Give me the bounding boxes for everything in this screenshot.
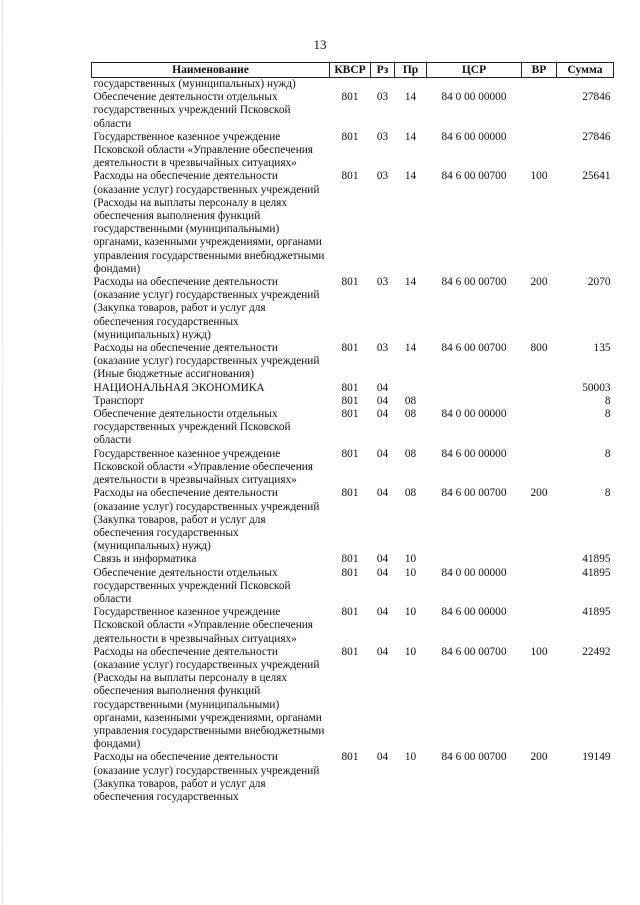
cell-rz: 03 <box>376 130 389 143</box>
cell-csr: 84 0 00 00000 <box>441 408 507 421</box>
cell-vr: 200 <box>530 487 548 500</box>
cell-vr: 100 <box>530 645 548 658</box>
page-number: 13 <box>313 37 327 52</box>
cell-pr: 14 <box>404 276 417 289</box>
cell-name: Государственное казенное учреждение Псковской области «Управление обеспечения деятельности в чрезвычайных ситуациях» <box>93 447 313 487</box>
cell-vr <box>522 408 557 448</box>
cell-rz <box>371 78 395 92</box>
cell-vr: 200 <box>530 751 548 764</box>
cell-pr: 14 <box>404 342 417 355</box>
cell-vr <box>522 606 557 646</box>
cell-rz: 04 <box>376 394 389 407</box>
cell-name: Расходы на обеспечение деятельности (оказание услуг) государственных учреждений (Закупка товаров, работ и услуг для обеспечения государственных <box>93 751 320 803</box>
table-row <box>92 78 614 92</box>
cell-kvsr: 801 <box>341 447 359 460</box>
cell-name: Обеспечение деятельности отдельных государственных учреждений Псковской области <box>93 408 291 447</box>
cell-name: Транспорт <box>93 394 144 407</box>
cell-pr <box>395 382 427 395</box>
cell-rz: 04 <box>376 487 389 500</box>
table-row <box>92 567 614 607</box>
cell-rz: 04 <box>376 606 389 619</box>
cell-vr <box>522 395 557 408</box>
table-row <box>92 170 614 276</box>
cell-name: Государственное казенное учреждение Псковской области «Управление обеспечения деятельности в чрезвычайных ситуациях» <box>93 606 313 645</box>
cell-name: Обеспечение деятельности отдельных государственных учреждений Псковской области <box>93 91 291 130</box>
cell-csr: 84 6 00 00000 <box>441 606 507 619</box>
cell-sum: 27846 <box>582 91 611 104</box>
cell-rz: 04 <box>376 553 389 566</box>
cell-vr: 200 <box>530 276 548 289</box>
table-row <box>92 751 614 804</box>
cell-rz: 04 <box>376 447 389 460</box>
cell-kvsr: 801 <box>341 381 359 394</box>
cell-sum: 8 <box>604 487 611 500</box>
table-body <box>92 78 614 805</box>
cell-name: Обеспечение деятельности отдельных государственных учреждений Псковской области <box>93 566 291 605</box>
cell-rz: 04 <box>376 751 389 764</box>
cell-rz: 04 <box>376 645 389 658</box>
cell-csr: 84 6 00 00700 <box>441 751 507 764</box>
cell-sum: 19149 <box>582 751 611 764</box>
cell-kvsr: 801 <box>341 170 359 183</box>
cell-name: государственных (муниципальных) нужд) <box>93 78 296 90</box>
cell-kvsr: 801 <box>341 566 359 579</box>
cell-sum: 25641 <box>582 170 611 183</box>
cell-pr: 10 <box>404 645 417 658</box>
cell-kvsr: 801 <box>341 751 359 764</box>
cell-sum: 135 <box>593 342 611 355</box>
cell-csr <box>427 553 522 566</box>
cell-name: Расходы на обеспечение деятельности (оказание услуг) государственных учреждений (Расходы на выплаты персоналу в целях обеспечения выполнения функций государственными (муниципальными) органами, казенными учреждениями, органами управления государственными внебюджетными фондами) <box>93 645 325 751</box>
cell-name: Расходы на обеспечение деятельности (оказание услуг) государственных учреждений (Закупка товаров, работ и услуг для обеспечения государственных (муниципальных) нужд) <box>93 487 320 553</box>
table-row <box>92 408 614 448</box>
cell-csr: 84 6 00 00700 <box>441 170 507 183</box>
cell-pr: 08 <box>404 394 417 407</box>
cell-csr: 84 6 00 00000 <box>441 130 507 143</box>
cell-kvsr: 801 <box>341 91 359 104</box>
cell-name: НАЦИОНАЛЬНАЯ ЭКОНОМИКА <box>93 381 265 394</box>
cell-kvsr: 801 <box>341 276 359 289</box>
cell-vr: 100 <box>530 170 548 183</box>
cell-csr <box>427 395 522 408</box>
cell-csr: 84 0 00 00000 <box>441 566 507 579</box>
table-header-row <box>92 63 614 78</box>
cell-sum <box>557 78 614 92</box>
cell-sum: 27846 <box>582 130 611 143</box>
cell-vr <box>522 567 557 607</box>
cell-sum: 41895 <box>582 606 611 619</box>
cell-kvsr: 801 <box>341 487 359 500</box>
table-row <box>92 448 614 488</box>
page-edge-line <box>2 0 3 905</box>
cell-sum: 2070 <box>587 276 611 289</box>
cell-pr: 08 <box>404 447 417 460</box>
table-row <box>92 342 614 382</box>
cell-rz: 03 <box>376 276 389 289</box>
cell-pr: 10 <box>404 606 417 619</box>
table-row <box>92 606 614 646</box>
cell-pr: 08 <box>404 487 417 500</box>
cell-name: Государственное казенное учреждение Псковской области «Управление обеспечения деятельности в чрезвычайных ситуациях» <box>93 130 313 170</box>
header-csr: ЦСР <box>427 63 522 78</box>
table-row <box>92 395 614 408</box>
cell-pr <box>395 78 427 92</box>
cell-vr <box>522 382 557 395</box>
cell-pr: 10 <box>404 751 417 764</box>
budget-table <box>91 62 614 804</box>
cell-csr: 84 6 00 00700 <box>441 645 507 658</box>
cell-name: Расходы на обеспечение деятельности (оказание услуг) государственных учреждений (Расходы на выплаты персоналу в целях обеспечения выполнения функций государственными (муниципальными) органами, казенными учреждениями, органами управления государственными внебюджетными фондами) <box>93 170 325 275</box>
cell-vr <box>522 448 557 488</box>
cell-vr <box>522 91 557 131</box>
cell-pr: 10 <box>404 553 417 566</box>
cell-csr: 84 6 00 00700 <box>441 487 507 500</box>
header-sum: Сумма <box>557 63 614 78</box>
cell-vr <box>522 78 557 92</box>
cell-rz: 04 <box>376 381 389 394</box>
cell-name: Расходы на обеспечение деятельности (оказание услуг) государственных учреждений (Иные бюджетные ассигнования) <box>93 342 320 381</box>
cell-kvsr <box>330 78 371 92</box>
cell-rz: 03 <box>376 342 389 355</box>
cell-rz: 04 <box>376 566 389 579</box>
cell-csr: 84 6 00 00700 <box>441 342 507 355</box>
cell-name: Связь и информатика <box>93 553 197 566</box>
cell-sum: 8 <box>604 394 611 407</box>
cell-csr: 84 0 00 00000 <box>441 91 507 104</box>
cell-kvsr: 801 <box>341 645 359 658</box>
table-row <box>92 646 614 752</box>
header-rz: Рз <box>371 63 395 78</box>
cell-csr <box>427 382 522 395</box>
cell-kvsr: 801 <box>341 342 359 355</box>
cell-kvsr: 801 <box>341 606 359 619</box>
cell-sum: 8 <box>604 447 611 460</box>
cell-pr: 14 <box>404 91 417 104</box>
cell-csr: 84 6 00 00700 <box>441 276 507 289</box>
cell-vr <box>522 553 557 566</box>
cell-pr: 14 <box>404 130 417 143</box>
cell-vr: 800 <box>530 342 548 355</box>
table-row <box>92 382 614 395</box>
cell-csr: 84 6 00 00000 <box>441 447 507 460</box>
cell-pr: 14 <box>404 170 417 183</box>
header-pr: Пр <box>395 63 427 78</box>
cell-kvsr: 801 <box>341 394 359 407</box>
header-kvsr: КВСР <box>330 63 371 78</box>
cell-pr: 10 <box>404 566 417 579</box>
header-vr: ВР <box>522 63 557 78</box>
table-row <box>92 131 614 171</box>
table-row <box>92 276 614 342</box>
table-row <box>92 487 614 553</box>
cell-kvsr: 801 <box>341 408 359 421</box>
cell-csr <box>427 78 522 92</box>
cell-pr: 08 <box>404 408 417 421</box>
cell-sum: 8 <box>604 408 611 421</box>
cell-rz: 03 <box>376 91 389 104</box>
table-row <box>92 91 614 131</box>
cell-name: Расходы на обеспечение деятельности (оказание услуг) государственных учреждений (Закупка товаров, работ и услуг для обеспечения государственных (муниципальных) нужд) <box>93 276 320 341</box>
cell-rz: 03 <box>376 170 389 183</box>
cell-sum: 41895 <box>582 553 611 566</box>
cell-sum: 41895 <box>582 566 611 579</box>
cell-vr <box>522 131 557 171</box>
cell-sum: 50003 <box>582 381 611 394</box>
cell-kvsr: 801 <box>341 553 359 566</box>
cell-rz: 04 <box>376 408 389 421</box>
header-name: Наименование <box>92 63 330 78</box>
table-row <box>92 553 614 566</box>
cell-kvsr: 801 <box>341 130 359 143</box>
cell-sum: 22492 <box>582 645 611 658</box>
